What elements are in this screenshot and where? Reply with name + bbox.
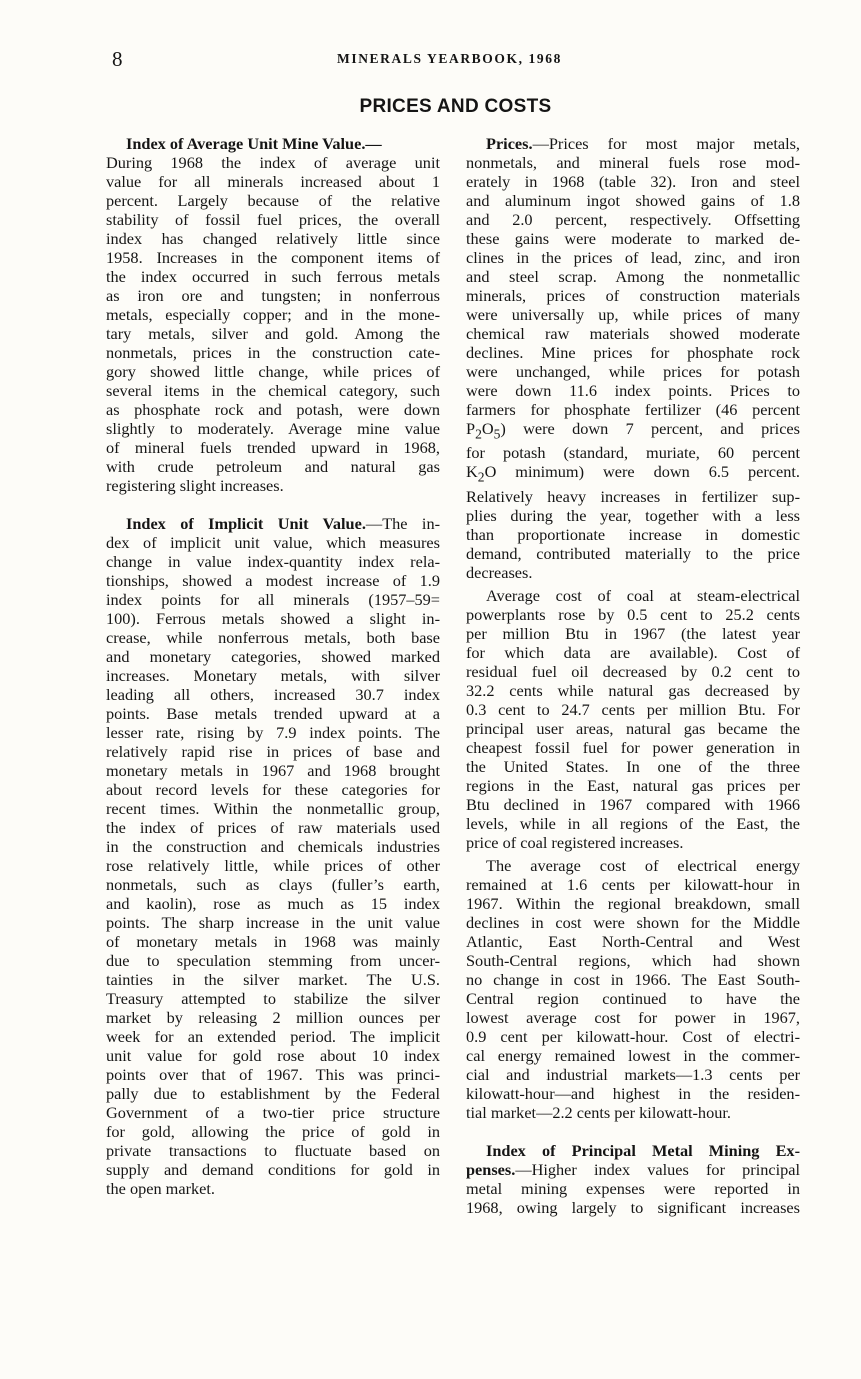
text-line-k2o — [466, 462, 800, 486]
text-line: metals, especially copper; and in the mone- — [106, 305, 440, 324]
paragraph-heading: Prices. — [486, 134, 533, 153]
text-line: cal energy remained lowest in the commer- — [466, 1045, 800, 1065]
text-line: were unchanged, while prices for potash — [466, 362, 800, 381]
text-line: about record levels for these categories for — [106, 780, 440, 799]
text-line: due to speculation stemming from uncer- — [106, 951, 440, 970]
text-line: leading all others, increased 30.7 index — [106, 685, 440, 704]
text-line: registering slight increases. — [106, 476, 284, 495]
text-line: 32.2 cents while natural gas decreased by — [466, 680, 800, 700]
text-line: principal user areas, natural gas became the — [466, 718, 800, 738]
text-line: gory showed little change, while prices of — [106, 362, 440, 381]
text-line: Atlantic, East North-Central and West — [466, 931, 800, 951]
text-line: several items in the chemical category, such — [106, 381, 440, 400]
text-line: tionships, showed a modest increase of 1.9 — [106, 571, 440, 590]
text-line: pally due to establishment by the Federal — [106, 1084, 440, 1103]
text-line: were down 11.6 index points. Prices to — [466, 381, 800, 400]
text-line-p2o5 — [466, 419, 800, 443]
text-line: 0.3 cent to 24.7 cents per million Btu. For — [466, 699, 800, 719]
text-line: Government of a two-tier price structure — [106, 1103, 440, 1122]
text-line: with crude petroleum and natural gas — [106, 457, 440, 476]
paragraph-heading: Index of Principal Metal Mining Ex- — [486, 1140, 800, 1160]
text-line: points. The sharp increase in the unit value — [106, 913, 440, 932]
text-run: P — [466, 419, 476, 438]
text-line: and aluminum ingot showed gains of 1.8 — [466, 191, 800, 210]
text-line: points over that of 1967. This was princi- — [106, 1065, 440, 1084]
text-line: 1967. Within the regional breakdown, small — [466, 893, 800, 913]
text-line: During 1968 the index of average unit — [106, 153, 440, 172]
text-line: in the construction and chemicals industries — [106, 837, 440, 856]
text-line: decreases. — [466, 562, 533, 582]
section-title: PRICES AND COSTS — [359, 96, 552, 117]
text-line: and monetary categories, showed marked — [106, 647, 440, 666]
text-line: the index of prices of raw materials used — [106, 818, 440, 837]
paragraph-text: —Prices for most major metals, — [532, 134, 800, 153]
text-line: cheapest fossil fuel for power generation in — [466, 737, 800, 757]
text-run: O — [481, 419, 494, 438]
text-line: cial and industrial markets—1.3 cents per — [466, 1064, 800, 1084]
text-line: market by releasing 2 million ounces per — [106, 1008, 440, 1027]
text-line: lowest average cost for power in 1967, — [466, 1007, 800, 1027]
paragraph-implicit-unit-value — [106, 514, 440, 1198]
paragraph-metal-mining-expenses — [466, 1141, 800, 1217]
text-line: per million Btu in 1967 (the latest year — [466, 623, 800, 643]
text-line: metal mining expenses were reported in — [466, 1178, 800, 1198]
text-line: tainties in the silver market. The U.S. — [106, 970, 440, 989]
text-line: Btu declined in 1967 compared with 1966 — [466, 794, 800, 814]
text-line: private transactions to fluctuate based on — [106, 1141, 440, 1160]
text-line: farmers for phosphate fertilizer (46 percent — [466, 400, 800, 419]
text-line: as iron ore and tungsten; in nonferrous — [106, 286, 440, 305]
text-line: residual fuel oil decreased by 0.2 cent to — [466, 661, 800, 681]
text-line: supply and demand conditions for gold in — [106, 1160, 440, 1179]
paragraph-average-unit-mine-value — [106, 134, 440, 495]
paragraph-heading: penses. — [466, 1159, 516, 1179]
text-line: The average cost of electrical energy — [486, 855, 800, 875]
paragraph-first-line — [466, 1160, 800, 1179]
text-line: 100). Ferrous metals showed a slight in- — [106, 609, 440, 628]
paragraph-body — [466, 586, 800, 852]
text-line: clines in the prices of lead, zinc, and iron — [466, 248, 800, 267]
text-line: nonmetals, prices in the construction cate- — [106, 343, 440, 362]
text-line: for which data are available). Cost of — [466, 642, 800, 662]
text-line: chemical raw materials showed moderate — [466, 324, 800, 343]
text-line: monetary metals in 1967 and 1968 brought — [106, 761, 440, 780]
paragraph-body — [106, 153, 440, 495]
text-line: and steel scrap. Among the nonmetallic — [466, 267, 800, 286]
text-line: tary metals, silver and gold. Among the — [106, 324, 440, 343]
paragraph-body — [466, 1179, 800, 1217]
text-line: index has changed relatively little since — [106, 229, 440, 248]
paragraph-prices — [466, 134, 800, 582]
text-line: index points for all minerals (1957–59= — [106, 590, 440, 609]
paragraph-text: —Higher index values for principal — [515, 1159, 800, 1179]
right-column — [466, 134, 800, 1217]
text-line: Average cost of coal at steam-electrical — [486, 585, 800, 605]
text-line: and kaolin), rose as much as 15 index — [106, 894, 440, 913]
text-line: demand, contributed materially to the price — [466, 543, 800, 563]
text-line: lesser rate, rising by 7.9 index points. The — [106, 723, 440, 742]
paragraph-coal-cost — [466, 586, 800, 852]
text-line: South-Central regions, which had shown — [466, 950, 800, 970]
text-line: price of coal registered increases. — [466, 832, 684, 852]
paragraph-body — [466, 153, 800, 419]
text-line: as phosphate rock and potash, were down — [106, 400, 440, 419]
left-column — [106, 134, 440, 1198]
text-line: of monetary metals in 1968 was mainly — [106, 932, 440, 951]
text-line: recent times. Within the nonmetallic group, — [106, 799, 440, 818]
paragraph-first-line — [106, 514, 440, 533]
text-line: remained at 1.6 cents per kilowatt-hour in — [466, 874, 800, 894]
text-line: change in value index-quantity index rela- — [106, 552, 440, 571]
subscript: 5 — [493, 426, 501, 442]
text-line: 0.9 cent per kilowatt-hour. Cost of electri- — [466, 1026, 800, 1046]
text-line: for gold, allowing the price of gold in — [106, 1122, 440, 1141]
text-line: the United States. In one of the three — [466, 756, 800, 776]
text-line: of mineral fuels trended upward in 1968, — [106, 438, 440, 457]
paragraph-heading: Index of Implicit Unit Value. — [126, 514, 366, 533]
text-line: tial market—2.2 cents per kilowatt-hour. — [466, 1102, 731, 1122]
text-line: nonmetals, and mineral fuels rose mod- — [466, 153, 800, 172]
text-line: relatively rapid rise in prices of base and — [106, 742, 440, 761]
text-line: week for an extended period. The implicit — [106, 1027, 440, 1046]
text-line: increases. Monetary metals, with silver — [106, 666, 440, 685]
text-line: Relatively heavy increases in fertilizer sup- — [466, 486, 800, 506]
paragraph-body — [466, 856, 800, 1122]
paragraph-electrical-energy — [466, 856, 800, 1122]
text-run: K — [466, 462, 478, 482]
paragraph-text: —The in- — [365, 514, 441, 533]
text-line: than proportionate increase in domestic — [466, 524, 800, 544]
text-line: Treasury attempted to stabilize the silver — [106, 989, 440, 1008]
text-line: kilowatt-hour—and highest in the residen- — [466, 1083, 800, 1103]
paragraph-heading: Index of Average Unit Mine Value.— — [126, 134, 382, 153]
text-line: crease, while nonferrous metals, both base — [106, 628, 440, 647]
text-line: dex of implicit unit value, which measures — [106, 533, 440, 552]
text-line: 1958. Increases in the component items of — [106, 248, 440, 267]
text-line: the index occurred in such ferrous metals — [106, 267, 440, 286]
text-line: stability of fossil fuel prices, the overall — [106, 210, 440, 229]
text-line: declines. Mine prices for phosphate rock — [466, 343, 800, 362]
text-run: ) were down 7 percent, and prices — [500, 419, 800, 438]
text-line: and 2.0 percent, respectively. Offsetting — [466, 210, 800, 229]
text-line: unit value for gold rose about 10 index — [106, 1046, 440, 1065]
text-line: minerals, prices of construction materials — [466, 286, 800, 305]
text-line: these gains were moderate to marked de- — [466, 229, 800, 248]
text-line: slightly to moderately. Average mine value — [106, 419, 440, 438]
text-line: were universally up, while prices of many — [466, 305, 800, 324]
paragraph-first-line — [466, 134, 800, 153]
text-line: plies during the year, together with a less — [466, 505, 800, 525]
text-line: points. Base metals trended upward at a — [106, 704, 440, 723]
text-line: 1968, owing largely to significant increases — [466, 1197, 800, 1217]
text-line: the open market. — [106, 1179, 215, 1198]
text-line: no change in cost in 1966. The East South- — [466, 969, 800, 989]
text-line: rose relatively little, while prices of other — [106, 856, 440, 875]
paragraph-body — [466, 487, 800, 582]
text-line: percent. Largely because of the relative — [106, 191, 440, 210]
text-line: regions in the East, natural gas prices per — [466, 775, 800, 795]
page-number: 8 — [112, 47, 123, 71]
text-line: levels, while in all regions of the East, the — [466, 813, 800, 833]
paragraph-body — [106, 533, 440, 1198]
text-line: value for all minerals increased about 1 — [106, 172, 440, 191]
running-title: MINERALS YEARBOOK, 1968 — [337, 51, 562, 66]
text-line: declines in cost were shown for the Middle — [466, 912, 800, 932]
text-line: Central region continued to have the — [466, 988, 800, 1008]
text-line: erately in 1968 (table 32). Iron and steel — [466, 172, 800, 191]
subscript: 2 — [475, 426, 482, 442]
subscript: 2 — [477, 469, 485, 485]
text-run: O minimum) were down 6.5 percent. — [484, 462, 800, 482]
text-line: for potash (standard, muriate, 60 percent — [466, 443, 800, 463]
text-line: powerplants rose by 0.5 cent to 25.2 cents — [466, 604, 800, 624]
text-line: nonmetals, such as clays (fuller’s earth, — [106, 875, 440, 894]
